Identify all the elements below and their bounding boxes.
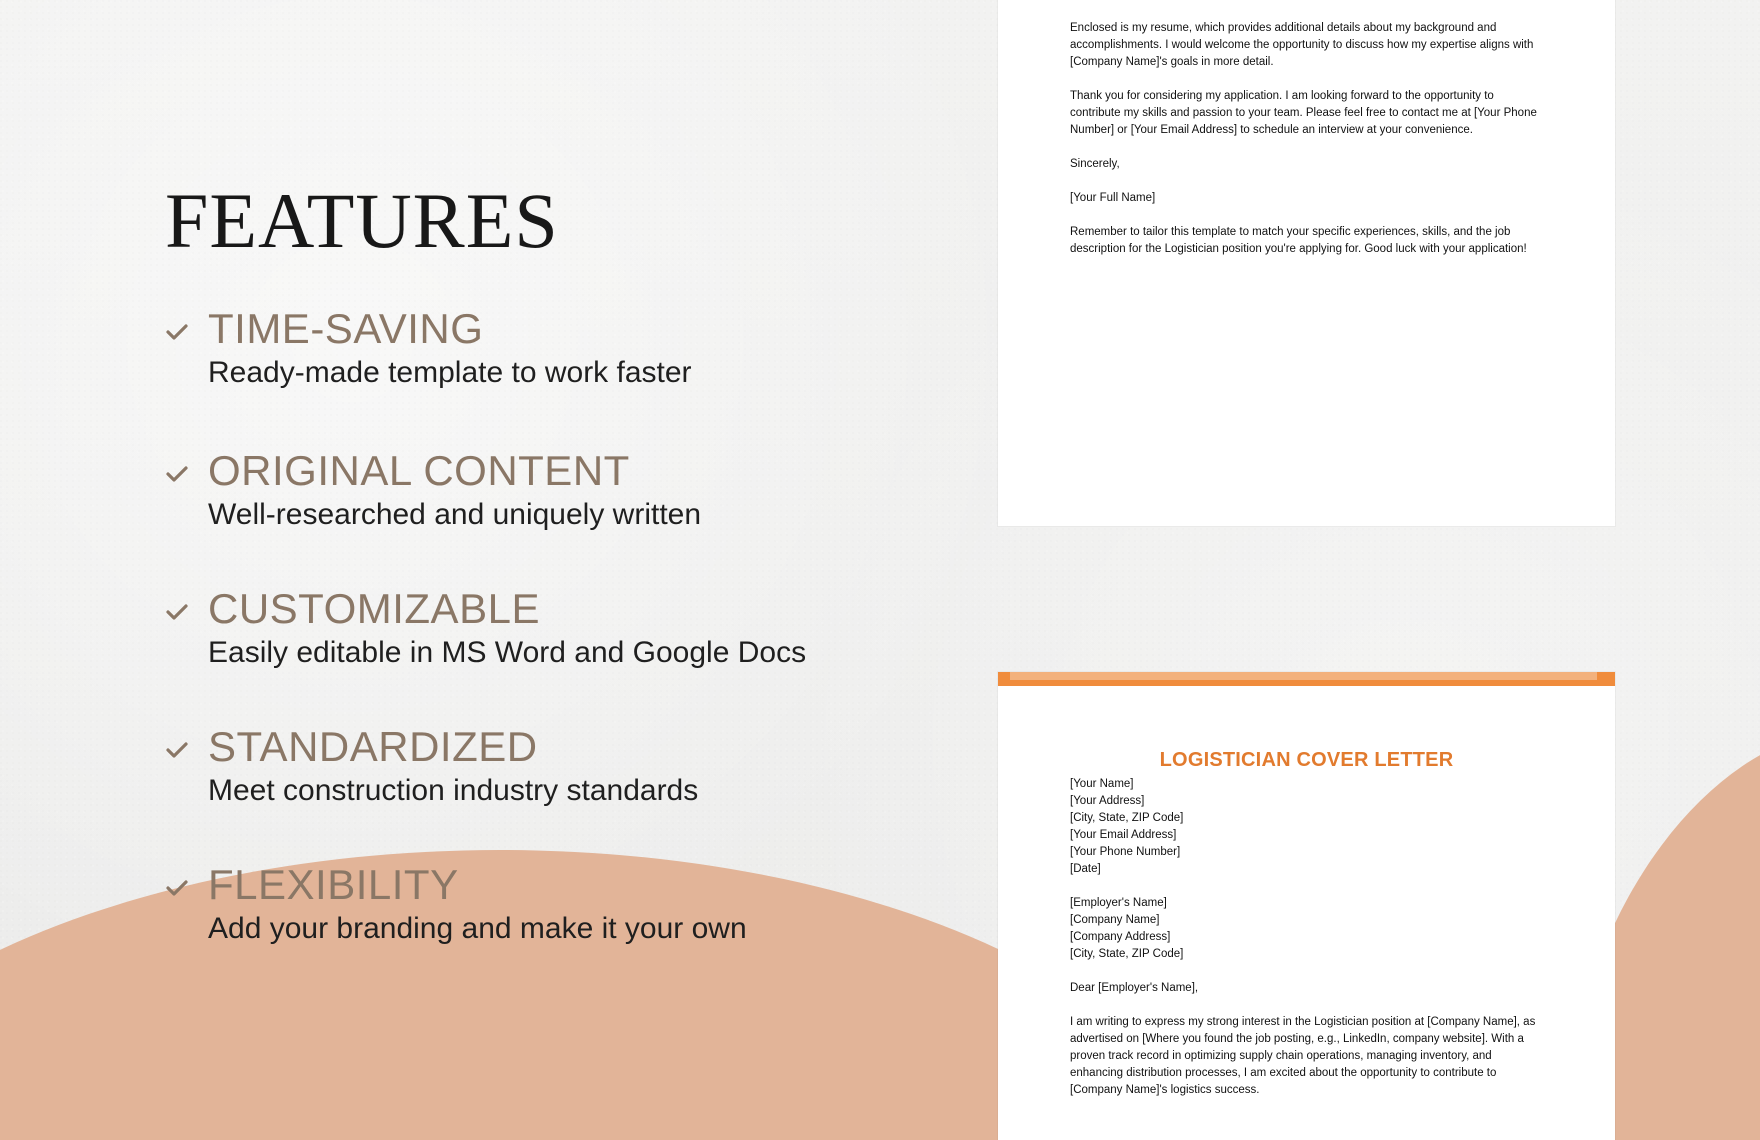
check-icon [165, 320, 189, 344]
feature-heading: ORIGINAL CONTENT [208, 447, 630, 494]
letter-title: LOGISTICIAN COVER LETTER [1159, 749, 1454, 771]
check-icon [165, 462, 189, 486]
recipient-block [1070, 895, 1545, 963]
features-title: FEATURES [165, 177, 559, 264]
feature-description: Meet construction industry standards [208, 774, 699, 807]
check-icon [165, 738, 189, 762]
letter-greeting: Dear [Employer's Name], [1070, 982, 1199, 994]
letter-signoff: Sincerely, [1070, 158, 1120, 170]
letter-header-bar-inner [1010, 672, 1597, 680]
feature-heading: FLEXIBILITY [208, 861, 459, 908]
letter-note: Remember to tailor this template to match your specific experiences, skills, and the job description for the Logistician position you're applying for. Good luck with your application! [1070, 226, 1527, 255]
letter-preview-page-top [998, 0, 1615, 526]
sender-phone: [Your Phone Number] [1070, 846, 1181, 858]
letter-paragraph: Enclosed is my resume, which provides additional details about my background and accomplishments. I would welcome the opportunity to discuss how my expertise aligns with [Company Name]'s goals in more detail. [1070, 22, 1534, 68]
feature-heading: STANDARDIZED [208, 723, 538, 770]
letter-preview-content-top [1070, 20, 1545, 275]
sender-email: [Your Email Address] [1070, 829, 1177, 841]
feature-heading: CUSTOMIZABLE [208, 585, 540, 632]
check-icon [165, 876, 189, 900]
letter-header-bar [998, 672, 1615, 686]
features-section [165, 177, 965, 945]
recipient-company: [Company Name] [1070, 914, 1160, 926]
letter-body: I am writing to express my strong interest in the Logistician position at [Company Name], as advertised on [Where you found the job posting, e.g., LinkedIn, company website]. With a proven track record in optimizing supply chain operations, managing inventory, and enhancing distribution processes, I am excited about the opportunity to contribute to [Company Name]'s logistics success. [1070, 1016, 1536, 1096]
sender-city: [City, State, ZIP Code] [1070, 812, 1184, 824]
letter-signature-name: [Your Full Name] [1070, 192, 1156, 204]
feature-description: Ready-made template to work faster [208, 356, 692, 389]
feature-description: Easily editable in MS Word and Google Docs [208, 636, 807, 669]
sender-address: [Your Address] [1070, 795, 1145, 807]
check-icon [165, 600, 189, 624]
feature-description: Well-researched and uniquely written [208, 498, 702, 531]
sender-block [1070, 776, 1545, 878]
recipient-city: [City, State, ZIP Code] [1070, 948, 1184, 960]
letter-preview-page-bottom [998, 672, 1615, 1140]
feature-heading: TIME-SAVING [208, 305, 484, 352]
feature-description: Add your branding and make it your own [208, 912, 747, 945]
letter-date: [Date] [1070, 863, 1101, 875]
recipient-name: [Employer's Name] [1070, 897, 1167, 909]
letter-preview-content-bottom [1070, 776, 1545, 1116]
recipient-address: [Company Address] [1070, 931, 1171, 943]
sender-name: [Your Name] [1070, 778, 1134, 790]
letter-paragraph: Thank you for considering my application. I am looking forward to the opportunity to contribute my skills and passion to your team. Please feel free to contact me at [Your Phone Number] or [Your Email Address] to schedule an interview at your convenience. [1070, 90, 1537, 136]
